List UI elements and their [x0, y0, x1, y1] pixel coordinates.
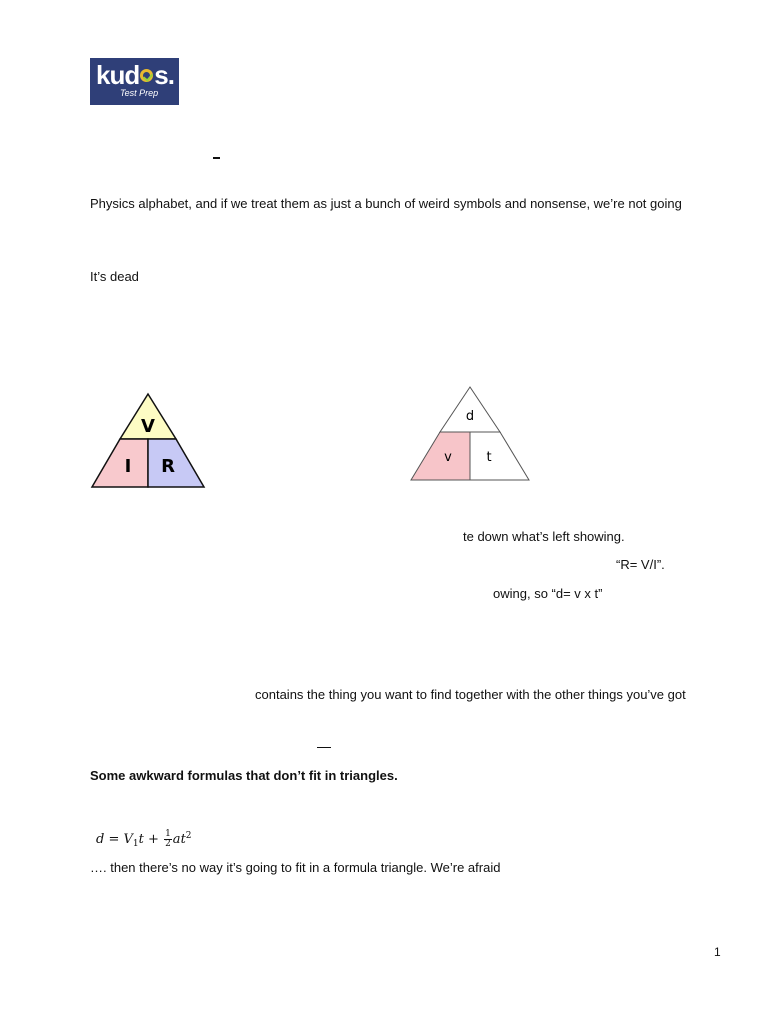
vir-right-cell [148, 439, 204, 487]
dvt-label-t: t [486, 450, 492, 465]
formula-eq: = [108, 832, 120, 847]
formula-fraction [164, 830, 172, 849]
title-dash [213, 157, 220, 159]
fraction-denominator: 2 [165, 839, 171, 849]
vir-formula-triangle [88, 390, 210, 492]
text-line-r-equation: “R= V/I”. [616, 557, 665, 572]
formula-v: V [123, 832, 133, 847]
dvt-right-cell [470, 432, 529, 480]
em-dash-mark [317, 747, 331, 748]
vir-label-i: I [124, 456, 132, 477]
page-number: 1 [714, 945, 721, 959]
heading-awkward-formulas: Some awkward formulas that don’t fit in triangles. [90, 768, 398, 783]
vir-label-r: R [161, 456, 175, 477]
text-line-contains: contains the thing you want to find together with the other things you’ve got [255, 687, 686, 702]
formula-t2: t [180, 832, 186, 847]
formula-v-sub: 1 [132, 839, 139, 849]
dvt-label-d: d [465, 409, 475, 424]
text-line-afraid: …. then there’s no way it’s going to fit in a formula triangle. We’re afraid [90, 860, 501, 875]
vir-left-cell [92, 439, 148, 487]
dvt-formula-triangle [408, 383, 534, 484]
dvt-left-cell [411, 432, 470, 480]
text-line-left-showing: te down what’s left showing. [463, 529, 625, 544]
text-line-d-equation: owing, so “d= v x t” [493, 586, 603, 601]
dvt-label-v: v [444, 450, 452, 465]
text-line-dead: It’s dead [90, 269, 139, 284]
formula-a: a [172, 832, 181, 847]
kinematics-formula [96, 822, 192, 858]
formula-plus: + [148, 832, 159, 847]
formula-exponent: 2 [185, 831, 192, 841]
logo-tagline: Test Prep [120, 88, 159, 98]
kudos-logo [90, 58, 179, 105]
formula-d: d [96, 832, 105, 847]
checkmark-o-icon [140, 69, 153, 82]
logo-brand: kud s. [96, 60, 174, 90]
text-line-alphabet: Physics alphabet, and if we treat them as just a bunch of weird symbols and nonsense, we’re not going [90, 196, 682, 211]
vir-label-v: V [141, 416, 155, 437]
formula-t: t [138, 832, 144, 847]
fraction-numerator: 1 [165, 829, 171, 839]
